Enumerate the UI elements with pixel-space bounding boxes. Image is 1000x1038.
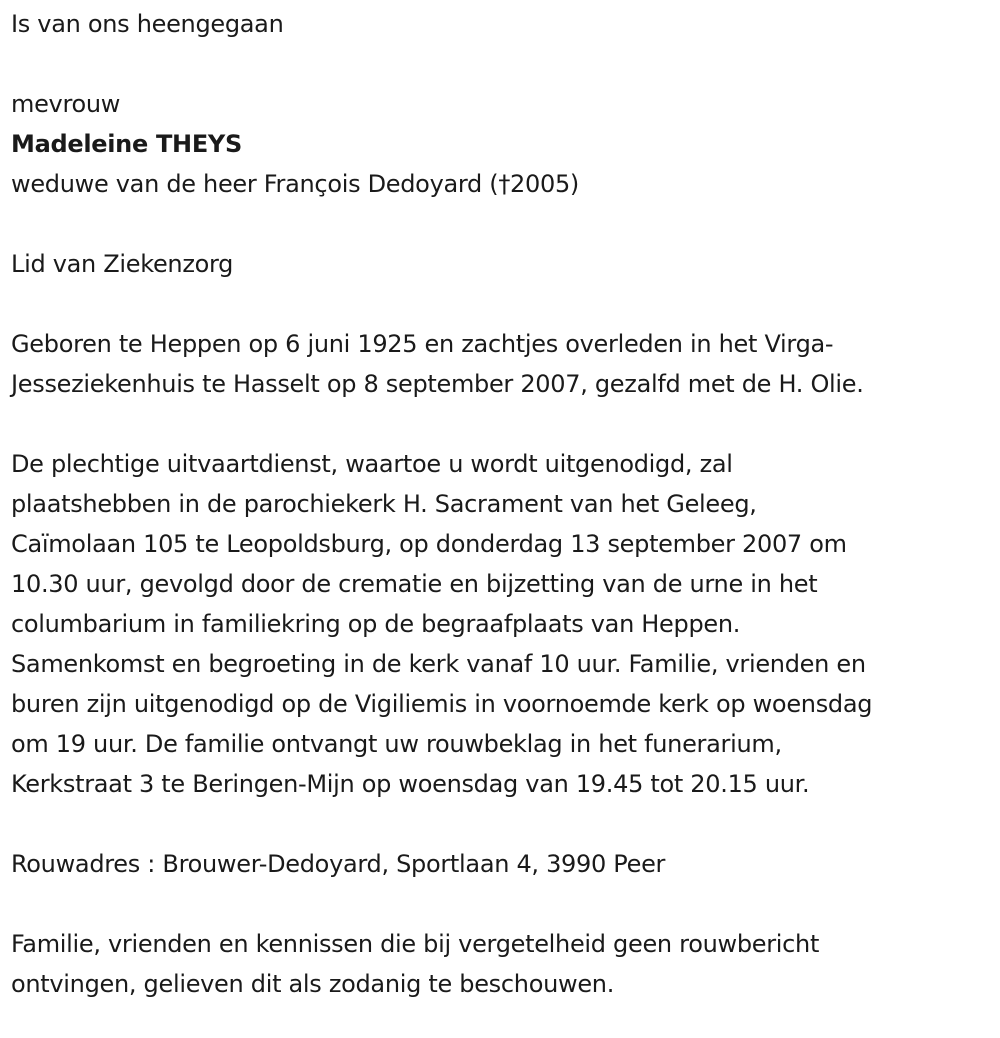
paragraph-line: Familie, vrienden en kennissen die bij vergetelheid geen rouwbericht	[11, 930, 820, 958]
paragraph-line: Jesseziekenhuis te Hasselt op 8 september 2007, gezalfd met de H. Olie.	[11, 370, 864, 398]
spacer	[11, 284, 991, 324]
spacer	[11, 404, 991, 444]
closing-paragraph	[11, 924, 991, 1004]
paragraph-line: De plechtige uitvaartdienst, waartoe u wordt uitgenodigd, zal	[11, 450, 733, 478]
paragraph-line: ontvingen, gelieven dit als zodanig te beschouwen.	[11, 970, 615, 998]
mourning-address: Rouwadres : Brouwer-Dedoyard, Sportlaan 4, 3990 Peer	[11, 850, 666, 878]
paragraph-line: Geboren te Heppen op 6 juni 1925 en zachtjes overleden in het Virga-	[11, 330, 834, 358]
funeral-paragraph	[11, 444, 991, 804]
paragraph-line: Samenkomst en begroeting in de kerk vanaf 10 uur. Familie, vrienden en	[11, 650, 866, 678]
salutation: mevrouw	[11, 90, 121, 118]
membership-line: Lid van Ziekenzorg	[11, 250, 234, 278]
spacer	[11, 204, 991, 244]
paragraph-line: 10.30 uur, gevolgd door de crematie en bijzetting van de urne in het	[11, 570, 818, 598]
paragraph-line: plaatshebben in de parochiekerk H. Sacrament van het Geleeg,	[11, 490, 757, 518]
spacer	[11, 44, 991, 84]
spacer	[11, 804, 991, 844]
deceased-name: Madeleine THEYS	[11, 130, 243, 158]
spacer	[11, 884, 991, 924]
birth-death-paragraph	[11, 324, 991, 404]
obituary-notice	[11, 4, 991, 1004]
paragraph-line: Caïmolaan 105 te Leopoldsburg, op donderdag 13 september 2007 om	[11, 530, 847, 558]
paragraph-line: columbarium in familiekring op de begraafplaats van Heppen.	[11, 610, 741, 638]
paragraph-line: om 19 uur. De familie ontvangt uw rouwbeklag in het funerarium,	[11, 730, 782, 758]
widow-of-line: weduwe van de heer François Dedoyard (†2005)	[11, 170, 579, 198]
paragraph-line: Kerkstraat 3 te Beringen-Mijn op woensdag van 19.45 tot 20.15 uur.	[11, 770, 810, 798]
paragraph-line: buren zijn uitgenodigd op de Vigiliemis in voornoemde kerk op woensdag	[11, 690, 873, 718]
intro-line: Is van ons heengegaan	[11, 10, 284, 38]
